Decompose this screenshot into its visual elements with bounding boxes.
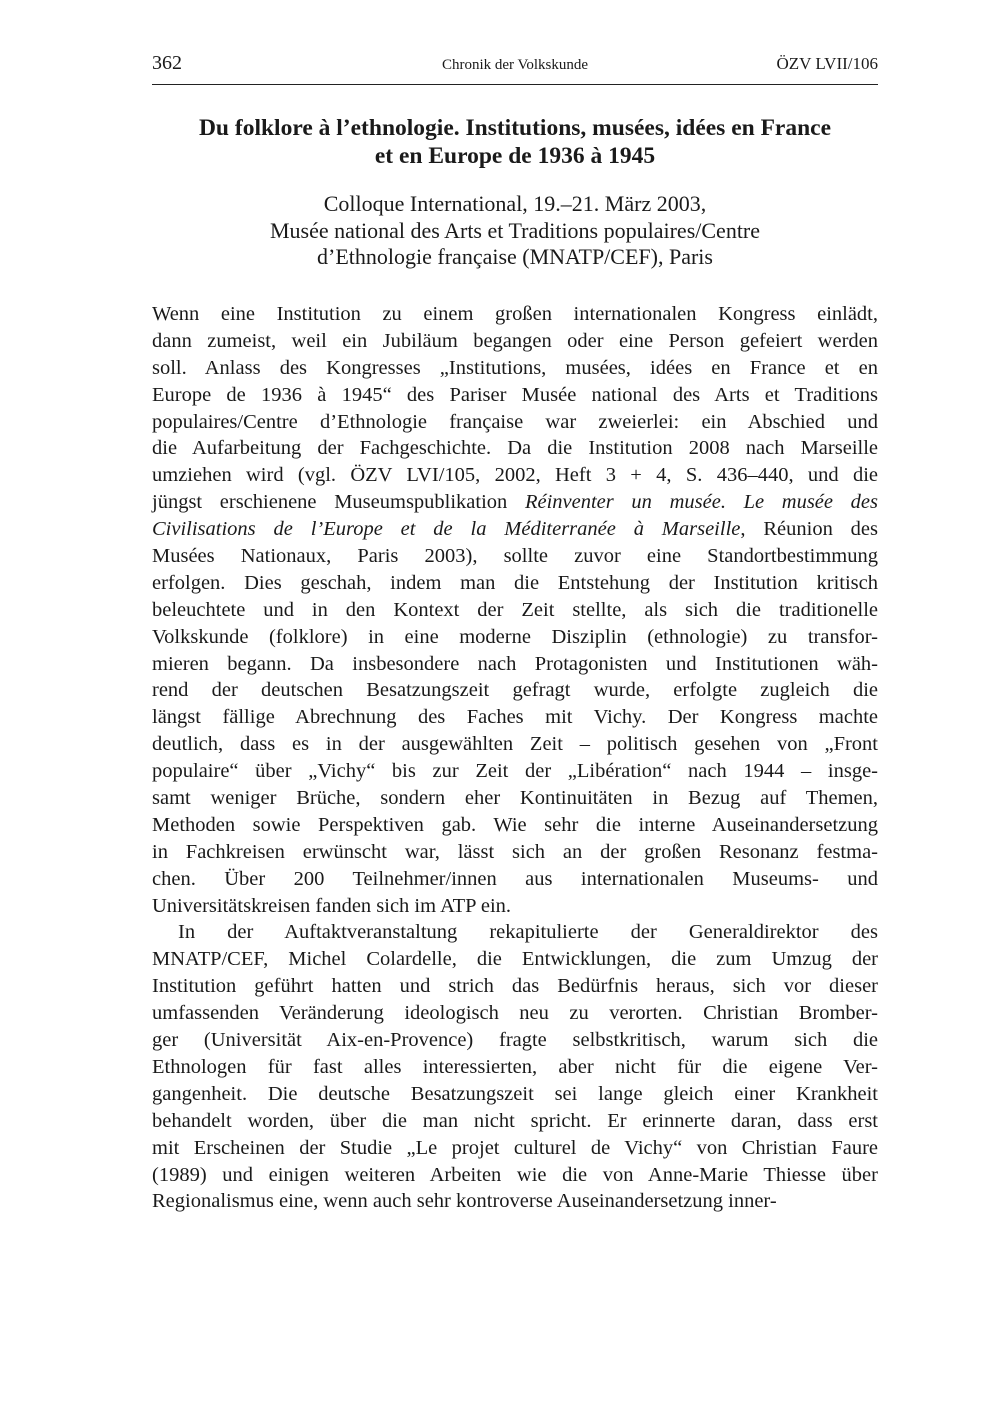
text-line — [152, 1081, 878, 1108]
text-line — [152, 785, 878, 812]
text-line — [152, 1188, 878, 1215]
text-run: gangenheit. Die deutsche Besatzungszeit sei lange gleich einer Krankheit — [152, 1082, 878, 1105]
text-run: (1989) und einigen weiteren Arbeiten wie die von Anne-Marie Thiesse über — [152, 1163, 878, 1186]
subtitle-line: d’Ethnologie française (MNATP/CEF), Paris — [317, 244, 713, 269]
text-run: In der Auftaktveranstaltung rekapitulierte der Generaldirektor des — [178, 921, 878, 944]
text-run: behandelt worden, über die man nicht spricht. Er erinnerte daran, dass erst — [152, 1109, 878, 1132]
text-run: Europe de 1936 à 1945“ des Pariser Musée national des Arts et Traditions — [152, 383, 878, 406]
text-line — [152, 355, 878, 382]
article-body — [152, 301, 878, 1215]
text-line — [152, 919, 878, 946]
text-run: in Fachkreisen erwünscht war, lässt sich an der großen Resonanz festma- — [152, 840, 878, 863]
text-line — [152, 435, 878, 462]
text-line — [152, 677, 878, 704]
text-run: MNATP/CEF, Michel Colardelle, die Entwicklungen, die zum Umzug der — [152, 948, 878, 971]
header-rule — [152, 84, 878, 85]
text-run: soll. Anlass des Kongresses „Institutions, musées, idées en France et en — [152, 356, 878, 379]
text-line — [152, 973, 878, 1000]
text-run: jüngst erschienene Museumspublikation — [152, 491, 525, 514]
text-run: mit Erscheinen der Studie „Le projet culturel de Vichy“ von Christian Faure — [152, 1136, 878, 1159]
text-line — [152, 651, 878, 678]
text-run: samt weniger Brüche, sondern eher Kontinuitäten in Bezug auf Themen, — [152, 787, 878, 810]
text-run: populaire“ über „Vichy“ bis zur Zeit der „Libération“ nach 1944 – insge- — [152, 760, 878, 783]
text-line — [152, 382, 878, 409]
page-number: 362 — [152, 52, 182, 74]
text-run: Methoden sowie Perspektiven gab. Wie sehr die interne Auseinandersetzung — [152, 813, 878, 836]
text-line — [152, 516, 878, 543]
text-run: die Aufarbeitung der Fachgeschichte. Da die Institution 2008 nach Marseille — [152, 437, 878, 460]
text-run: , Réunion des — [740, 518, 878, 541]
text-run: deutlich, dass es in der ausgewählten Zeit – politisch gesehen von „Front — [152, 733, 878, 756]
italic-title-text: Civilisations de l’Europe et de la Méditerranée à Marseille — [152, 518, 741, 541]
paragraph — [152, 301, 878, 919]
text-run: Volkskunde (folklore) in eine moderne Disziplin (ethnologie) zu transfor- — [152, 625, 878, 648]
text-line — [152, 489, 878, 516]
text-run: Ethnologen für fast alles interessierten, aber nicht für die eigene Ver- — [152, 1055, 878, 1078]
text-line — [152, 1027, 878, 1054]
text-run: umziehen wird (vgl. ÖZV LVI/105, 2002, Heft 3 + 4, S. 436–440, und die — [152, 464, 878, 487]
text-run: rend der deutschen Besatzungszeit gefragt wurde, erfolgte zugleich die — [152, 679, 878, 702]
text-line — [152, 1162, 878, 1189]
running-title: Chronik der Volkskunde — [441, 57, 589, 73]
text-line — [152, 462, 878, 489]
text-line — [152, 839, 878, 866]
text-run: dann zumeist, weil ein Jubiläum begangen oder eine Person gefeiert werden — [152, 329, 878, 352]
text-run: erfolgen. Dies geschah, indem man die Entstehung der Institution kritisch — [152, 571, 878, 594]
text-line — [152, 301, 878, 328]
text-line — [152, 704, 878, 731]
text-run: Institution geführt hatten und strich das Bedürfnis heraus, sich vor dieser — [152, 975, 878, 998]
text-run: ger (Universität Aix-en-Provence) fragte selbstkritisch, warum sich die — [152, 1029, 878, 1052]
italic-title-text: Réinventer un musée. Le musée des — [524, 491, 878, 514]
text-line — [152, 543, 878, 570]
paragraph — [152, 919, 878, 1215]
page-header — [152, 52, 878, 78]
text-run: längst fällige Abrechnung des Faches mit Vichy. Der Kongress machte — [152, 706, 878, 729]
text-line — [152, 597, 878, 624]
text-run: Musées Nationaux, Paris 2003), sollte zuvor eine Standortbestimmung — [152, 545, 878, 568]
article-subtitle — [140, 191, 890, 271]
text-line — [152, 409, 878, 436]
subtitle-line: Colloque International, 19.–21. März 2003, — [323, 191, 707, 216]
text-run: beleuchtete und in den Kontext der Zeit stellte, als sich die traditionelle — [152, 598, 878, 621]
volume-label: ÖZV LVII/106 — [776, 54, 878, 73]
text-line — [152, 624, 878, 651]
text-line — [152, 731, 878, 758]
text-line — [152, 893, 878, 920]
text-run: Universitätskreisen fanden sich im ATP ein. — [152, 894, 512, 917]
title-line: Du folklore à l’ethnologie. Institutions, musées, idées en France — [198, 115, 832, 141]
text-line — [152, 1054, 878, 1081]
text-line — [152, 758, 878, 785]
text-line — [152, 1000, 878, 1027]
text-line — [152, 328, 878, 355]
text-line — [152, 946, 878, 973]
text-run: Regionalismus eine, wenn auch sehr kontroverse Auseinandersetzung inner- — [152, 1190, 777, 1213]
text-line — [152, 570, 878, 597]
text-run: Wenn eine Institution zu einem großen internationalen Kongress einlädt, — [152, 303, 878, 325]
text-run: chen. Über 200 Teilnehmer/innen aus internationalen Museums- und — [152, 867, 878, 890]
text-line — [152, 866, 878, 893]
text-line — [152, 1108, 878, 1135]
text-run: umfassenden Veränderung ideologisch neu zu verorten. Christian Bromber- — [152, 1002, 878, 1025]
text-line — [152, 1135, 878, 1162]
subtitle-line: Musée national des Arts et Traditions populaires/Centre — [269, 217, 761, 243]
article-title — [140, 114, 890, 170]
text-run: populaires/Centre d’Ethnologie française war zweierlei: ein Abschied und — [152, 410, 878, 433]
title-line: et en Europe de 1936 à 1945 — [374, 143, 656, 169]
text-line — [152, 812, 878, 839]
text-run: mieren begann. Da insbesondere nach Protagonisten und Institutionen wäh- — [152, 652, 878, 675]
